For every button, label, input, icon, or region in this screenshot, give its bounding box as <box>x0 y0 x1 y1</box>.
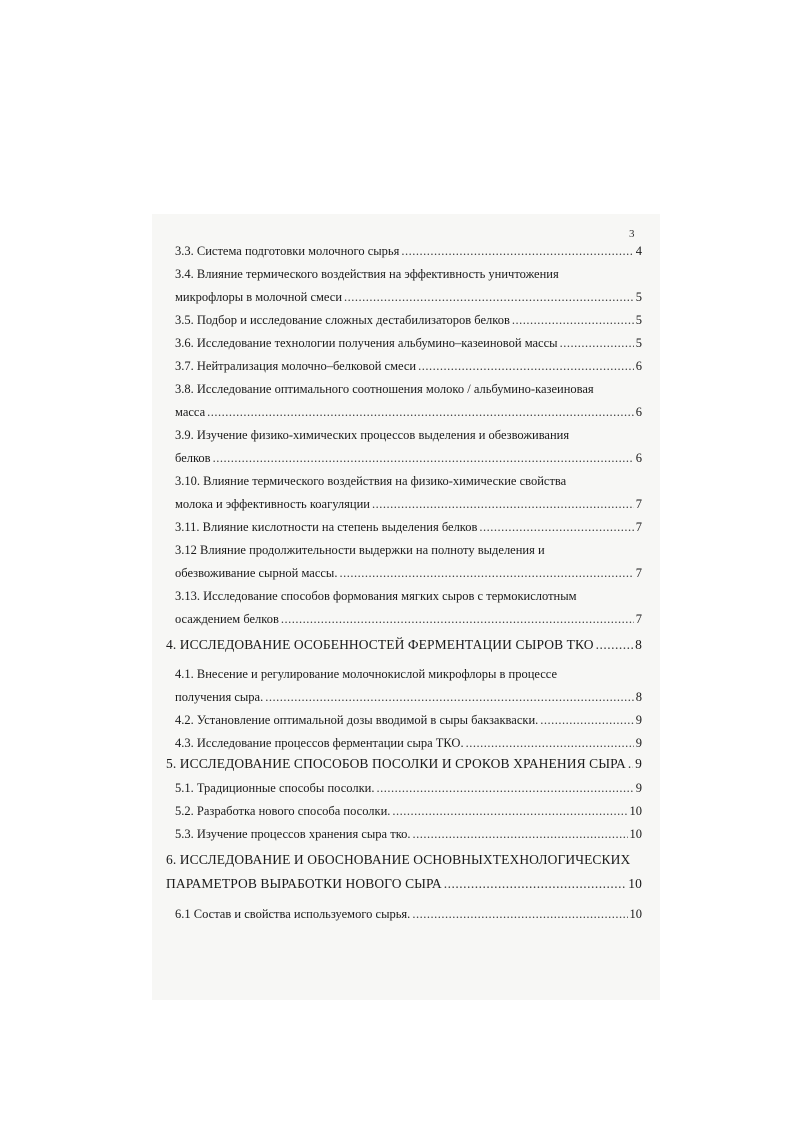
toc-entry-page: 7 <box>635 566 642 580</box>
toc-entry-title: ПАРАМЕТРОВ ВЫРАБОТКИ НОВОГО СЫРА <box>166 876 442 891</box>
dot-leader <box>560 335 634 351</box>
toc-entry-3-8 <box>175 381 642 397</box>
toc-entry-title: 3.11. Влияние кислотности на степень выделения белков <box>175 520 478 534</box>
toc-entry-title: 3.7. Нейтрализация молочно–белковой смеси <box>175 359 417 373</box>
toc-entry-page: 6 <box>635 451 642 465</box>
dot-leader <box>401 243 633 259</box>
dot-leader <box>418 358 634 374</box>
dot-leader <box>339 565 633 581</box>
page-number: 3 <box>629 228 635 240</box>
toc-entry-page: 9 <box>635 756 642 771</box>
toc-entry-3-5 <box>175 312 642 328</box>
toc-entry-title: 4. ИССЛЕДОВАНИЕ ОСОБЕННОСТЕЙ ФЕРМЕНТАЦИИ СЫРОВ ТКО <box>166 637 594 652</box>
dot-leader <box>596 637 634 653</box>
toc-entry-title: 4.1. Внесение и регулирование молочнокислой микрофлоры в процессе <box>175 667 558 681</box>
toc-entry-3-4 <box>175 266 642 282</box>
toc-entry-5-2 <box>175 803 642 819</box>
dot-leader <box>466 735 634 751</box>
toc-entry-3-3 <box>175 243 642 259</box>
dot-leader <box>628 756 633 772</box>
toc-entry-title: 3.5. Подбор и исследование сложных дестабилизаторов белков <box>175 313 510 327</box>
toc-entry-3-10 <box>175 473 642 489</box>
toc-entry-page: 7 <box>635 497 642 511</box>
toc-entry-title: обезвоживание сырной массы. <box>175 566 338 580</box>
toc-entry-3-9-cont <box>175 450 642 466</box>
toc-chapter-6 <box>166 852 642 868</box>
toc-entry-page: 9 <box>635 781 642 795</box>
toc-entry-page: 7 <box>635 520 642 534</box>
toc-entry-page: 5 <box>635 290 642 304</box>
dot-leader <box>344 289 634 305</box>
toc-entry-3-8-cont <box>175 404 642 420</box>
toc-entry-title: молока и эффективность коагуляции <box>175 497 370 511</box>
toc-entry-3-6 <box>175 335 642 351</box>
toc-entry-title: 3.3. Система подготовки молочного сырья <box>175 244 400 258</box>
toc-entry-4-1 <box>175 666 642 682</box>
toc-entry-page: 9 <box>635 736 642 750</box>
toc-entry-title: 5.3. Изучение процессов хранения сыра тко. <box>175 827 411 841</box>
toc-entry-title: 3.6. Исследование технологии получения альбумино–казеиновой массы <box>175 336 558 350</box>
toc-entry-page: 8 <box>635 637 642 652</box>
toc-entry-page: 8 <box>635 690 642 704</box>
toc-entry-title: 3.9. Изучение физико-химических процессов выделения и обезвоживания <box>175 428 570 442</box>
toc-entry-title: 5.2. Разработка нового способа посолки. <box>175 804 391 818</box>
dot-leader <box>376 780 633 796</box>
toc-entry-page: 9 <box>635 713 642 727</box>
toc-entry-title: 3.12 Влияние продолжительности выдержки на полноту выделения и <box>175 543 545 557</box>
toc-entry-title: 6. ИССЛЕДОВАНИЕ И ОБОСНОВАНИЕ ОСНОВНЫХТЕХНОЛОГИЧЕСКИХ <box>166 852 631 867</box>
toc-chapter-5 <box>166 756 642 772</box>
dot-leader <box>412 906 627 922</box>
toc-entry-3-12-cont <box>175 565 642 581</box>
toc-entry-3-10-cont <box>175 496 642 512</box>
dot-leader <box>479 519 633 535</box>
toc-entry-3-11 <box>175 519 642 535</box>
toc-entry-6-1 <box>175 906 642 922</box>
toc-entry-title: микрофлоры в молочной смеси <box>175 290 343 304</box>
toc-entry-title: 3.4. Влияние термического воздействия на эффективность уничтожения <box>175 267 559 281</box>
toc-entry-4-3 <box>175 735 642 751</box>
toc-chapter-6-cont <box>166 876 642 892</box>
toc-entry-title: получения сыра. <box>175 690 264 704</box>
dot-leader <box>392 803 627 819</box>
toc-entry-5-1 <box>175 780 642 796</box>
dot-leader <box>265 689 634 705</box>
toc-entry-title: 5. ИССЛЕДОВАНИЕ СПОСОБОВ ПОСОЛКИ И СРОКОВ ХРАНЕНИЯ СЫРА <box>166 756 626 771</box>
toc-entry-page: 6 <box>635 359 642 373</box>
toc-entry-page: 10 <box>629 827 642 841</box>
toc-entry-3-13-cont <box>175 611 642 627</box>
dot-leader <box>540 712 633 728</box>
toc-entry-page: 5 <box>635 313 642 327</box>
dot-leader <box>213 450 634 466</box>
toc-entry-4-2 <box>175 712 642 728</box>
toc-entry-page: 6 <box>635 405 642 419</box>
toc-entry-title: 3.8. Исследование оптимального соотношения молоко / альбумино-казеиновая <box>175 382 594 396</box>
toc-entry-page: 10 <box>629 804 642 818</box>
toc-entry-title: осаждением белков <box>175 612 279 626</box>
toc-entry-3-4-cont <box>175 289 642 305</box>
toc-entry-3-13 <box>175 588 642 604</box>
toc-entry-title: 3.13. Исследование способов формования мягких сыров с термокислотным <box>175 589 577 603</box>
toc-entry-title: 5.1. Традиционные способы посолки. <box>175 781 375 795</box>
dot-leader <box>281 611 634 627</box>
toc-entry-title: белков <box>175 451 211 465</box>
toc-entry-title: 4.3. Исследование процессов ферментации сыра ТКО. <box>175 736 464 750</box>
toc-entry-title: 4.2. Установление оптимальной дозы вводимой в сыры бакзакваски. <box>175 713 539 727</box>
dot-leader <box>512 312 634 328</box>
toc-entry-title: 6.1 Состав и свойства используемого сырья. <box>175 907 411 921</box>
toc-entry-page: 10 <box>628 876 642 891</box>
toc-entry-title: 3.10. Влияние термического воздействия на физико-химические свойства <box>175 474 567 488</box>
toc-entry-page: 10 <box>629 907 642 921</box>
toc-entry-3-7 <box>175 358 642 374</box>
toc-entry-page: 5 <box>635 336 642 350</box>
toc-entry-3-9 <box>175 427 642 443</box>
toc-entry-4-1-cont <box>175 689 642 705</box>
toc-entry-page: 4 <box>635 244 642 258</box>
dot-leader <box>372 496 634 512</box>
toc-entry-title: масса <box>175 405 206 419</box>
dot-leader <box>207 404 634 420</box>
toc-chapter-4 <box>166 637 642 653</box>
toc-entry-3-12 <box>175 542 642 558</box>
dot-leader <box>444 876 627 892</box>
toc-entry-page: 7 <box>635 612 642 626</box>
toc-entry-5-3 <box>175 826 642 842</box>
dot-leader <box>413 826 628 842</box>
